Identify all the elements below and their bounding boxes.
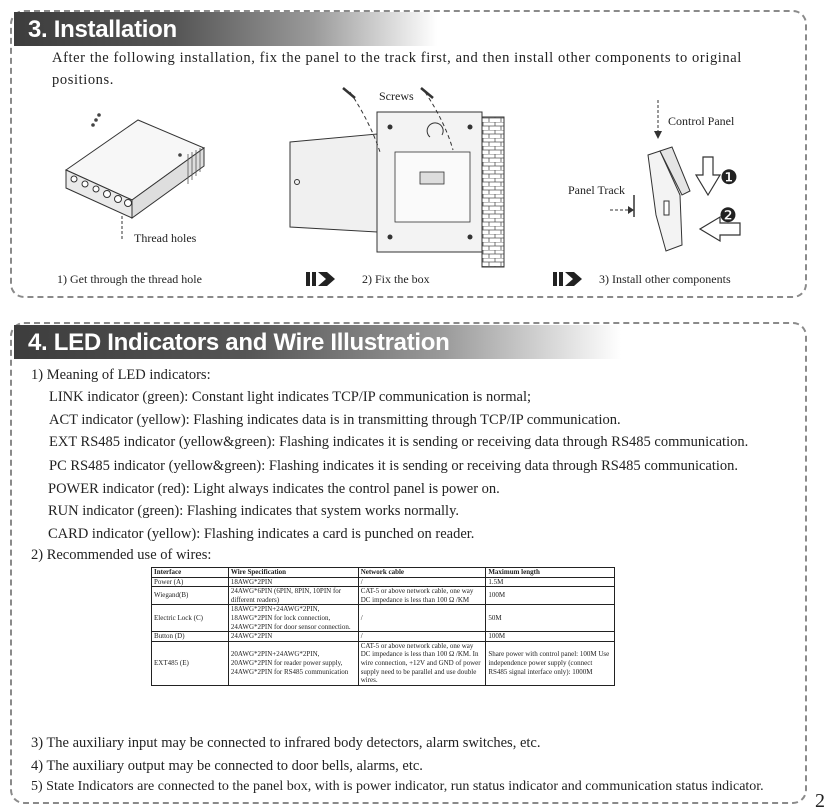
table-cell: / xyxy=(358,605,486,632)
step-3-caption: 3) Install other components xyxy=(599,272,731,286)
table-row xyxy=(152,632,615,642)
wires-heading: 2) Recommended use of wires: xyxy=(31,547,212,563)
table-row xyxy=(152,577,615,587)
table-cell: Wiegand(B) xyxy=(152,587,229,605)
led-line-ext-rs485: EXT RS485 indicator (yellow&green): Flashing indicates it is sending or receiving data through RS485 communication. xyxy=(49,434,749,450)
wire-spec-table xyxy=(151,567,615,686)
note-state-indicators: 5) State Indicators are connected to the panel box, with is power indicator, run status indicator and communication status indicator. xyxy=(31,779,764,794)
fix-box-illustration xyxy=(285,82,510,272)
box-thread-holes-illustration xyxy=(60,100,210,250)
table-cell: 20AWG*2PIN+24AWG*2PIN, 20AWG*2PIN for reader power supply, 24AWG*2PIN for RS485 communication xyxy=(228,641,358,685)
table-cell: 24AWG*6PIN (6PIN, 8PIN, 10PIN for different readers) xyxy=(228,587,358,605)
led-line-run: RUN indicator (green): Flashing indicates that system works normally. xyxy=(48,503,460,519)
double-chevron-right-icon xyxy=(552,270,586,288)
table-cell: EXT485 (E) xyxy=(152,641,229,685)
table-header: Wire Specification xyxy=(228,568,358,578)
note-auxiliary-input: 3) The auxiliary input may be connected to infrared body detectors, alarm switches, etc. xyxy=(31,735,541,751)
installation-title: 3. Installation xyxy=(14,12,474,46)
table-cell: 100M xyxy=(486,587,615,605)
table-cell: / xyxy=(358,632,486,642)
table-cell: 100M xyxy=(486,632,615,642)
marker-1: ❶ xyxy=(720,167,738,189)
table-header: Maximum length xyxy=(486,568,615,578)
table-cell: Share power with control panel: 100M Use independence power supply (connect RS485 signal interface only): 1000M xyxy=(486,641,615,685)
thread-holes-label: Thread holes xyxy=(134,231,197,245)
control-panel-label: Control Panel xyxy=(668,114,735,128)
table-cell: 50M xyxy=(486,605,615,632)
table-row xyxy=(152,587,615,605)
installation-intro-line1: After the following installation, fix the panel to the track first, and then install other components to original xyxy=(52,50,742,66)
table-cell: Button (D) xyxy=(152,632,229,642)
led-line-link: LINK indicator (green): Constant light indicates TCP/IP communication is normal; xyxy=(49,389,532,405)
table-cell: Electric Lock (C) xyxy=(152,605,229,632)
step-2-caption: 2) Fix the box xyxy=(362,272,430,286)
table-cell: CAT-5 or above network cable, one way DC impedance is less than 100 Ω /KM. In wire connection, +12V and GND of power supply need to be parallel and use double wires. xyxy=(358,641,486,685)
table-cell: 24AWG*2PIN xyxy=(228,632,358,642)
double-chevron-right-icon xyxy=(305,270,339,288)
led-line-pc-rs485: PC RS485 indicator (yellow&green): Flashing indicates it is sending or receiving data through RS485 communication. xyxy=(49,458,739,474)
note-auxiliary-output: 4) The auxiliary output may be connected to door bells, alarms, etc. xyxy=(31,758,423,774)
panel-track-label: Panel Track xyxy=(568,183,625,197)
step-1-caption: 1) Get through the thread hole xyxy=(57,272,202,286)
table-cell: Power (A) xyxy=(152,577,229,587)
table-row xyxy=(152,605,615,632)
table-cell: 18AWG*2PIN+24AWG*2PIN, 18AWG*2PIN for lock connection, 24AWG*2PIN for door sensor connection. xyxy=(228,605,358,632)
table-cell: / xyxy=(358,577,486,587)
led-line-act: ACT indicator (yellow): Flashing indicates data is in transmitting through TCP/IP communication. xyxy=(49,412,621,428)
table-cell: CAT-5 or above network cable, one way DC impedance is less than 100 Ω /KM xyxy=(358,587,486,605)
led-wire-title: 4. LED Indicators and Wire Illustration xyxy=(14,325,674,359)
screws-label: Screws xyxy=(379,89,414,103)
table-row xyxy=(152,641,615,685)
table-header-row xyxy=(152,568,615,578)
table-header: Network cable xyxy=(358,568,486,578)
led-heading: 1) Meaning of LED indicators: xyxy=(31,367,211,383)
page-number: 2 xyxy=(815,790,825,811)
table-header: Interface xyxy=(152,568,229,578)
installation-intro-line2: positions. xyxy=(52,72,114,88)
led-line-power: POWER indicator (red): Light always indicates the control panel is power on. xyxy=(48,481,500,497)
led-line-card: CARD indicator (yellow): Flashing indicates a card is punched on reader. xyxy=(48,526,475,542)
marker-2: ❷ xyxy=(719,205,737,227)
table-cell: 18AWG*2PIN xyxy=(228,577,358,587)
table-cell: 1.5M xyxy=(486,577,615,587)
